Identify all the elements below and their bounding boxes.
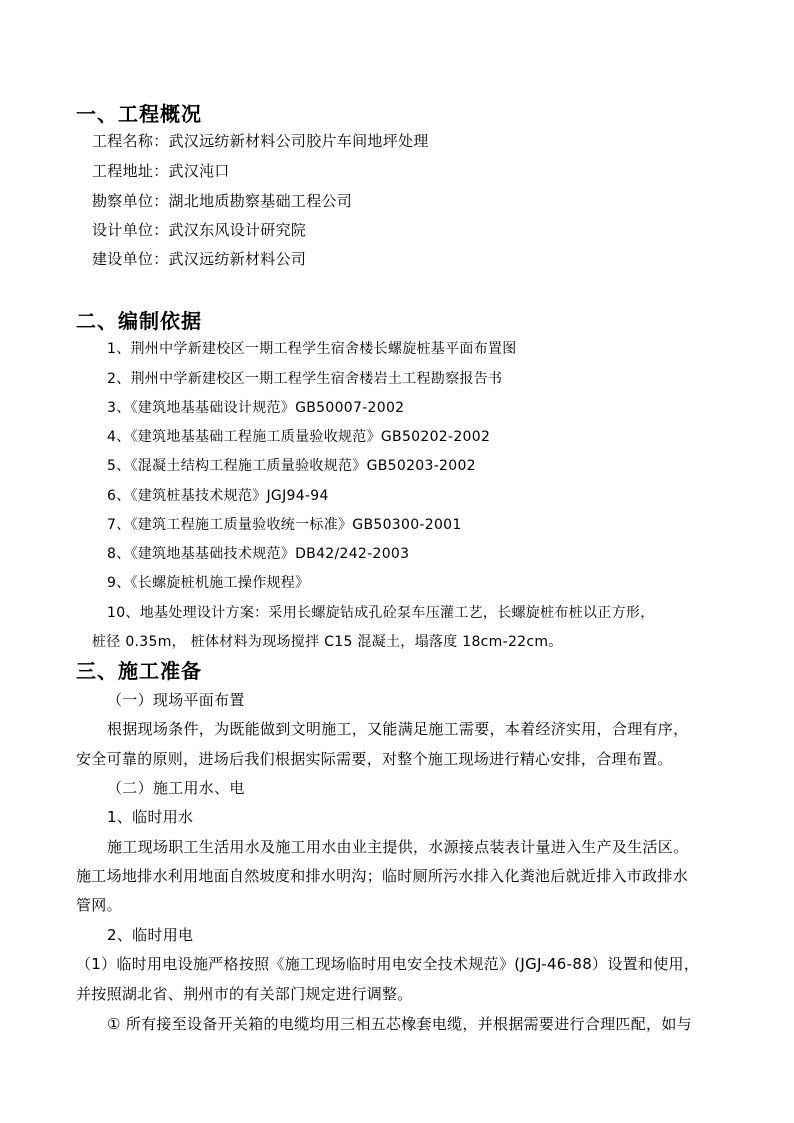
section-heading-basis: 二、编制依据 xyxy=(76,309,202,333)
design-unit-line: 设计单位：武汉东风设计研究院 xyxy=(92,221,307,239)
item-temporary-power: 2、临时用电 xyxy=(107,926,194,944)
basis-item: 3、《建筑地基基础设计规范》GB50007-2002 xyxy=(107,400,405,416)
item-temporary-water: 1、临时用水 xyxy=(107,808,194,826)
paragraph-line: 根据现场条件，为既能做到文明施工，又能满足施工需要，本着经济实用，合理有序， xyxy=(107,720,689,738)
paragraph-line: 施工场地排水利用地面自然坡度和排水明沟；临时厕所污水排入化粪池后就近排入市政排水 xyxy=(76,867,689,885)
basis-item: 2、荆州中学新建校区一期工程学生宿舍楼岩土工程勘察报告书 xyxy=(107,371,503,387)
section-heading-preparation: 三、施工准备 xyxy=(76,659,202,683)
paragraph-line: ① 所有接至设备开关箱的电缆均用三相五芯橡套电缆，并根据需要进行合理匹配，如与 xyxy=(107,1015,692,1033)
section-heading-overview: 一、工程概况 xyxy=(76,102,202,126)
basis-item: 7、《建筑工程施工质量验收统一标准》GB50300-2001 xyxy=(107,517,462,533)
basis-item-continued: 桩径 0.35m， 桩体材料为现场搅拌 C15 混凝土，塌落度 18cm-22cm。 xyxy=(92,634,563,650)
survey-unit-line: 勘察单位：湖北地质勘察基础工程公司 xyxy=(92,192,353,210)
basis-item: 9、《长螺旋桩机施工操作规程》 xyxy=(107,575,310,591)
subsection-water-power: （二）施工用水、电 xyxy=(107,779,245,797)
paragraph-line: 施工现场职工生活用水及施工用水由业主提供，水源接点装表计量进入生产及生活区。 xyxy=(107,838,689,856)
project-name-line: 工程名称：武汉远纺新材料公司胶片车间地坪处理 xyxy=(92,132,429,150)
basis-item: 6、《建筑桩基技术规范》JGJ94-94 xyxy=(107,488,329,504)
basis-item: 8、《建筑地基基础技术规范》DB42/242-2003 xyxy=(107,546,410,562)
paragraph-line: 并按照湖北省、荆州市的有关部门规定进行调整。 xyxy=(76,985,413,1003)
basis-item: 10、地基处理设计方案：采用长螺旋钻成孔砼泵车压灌工艺，长螺旋桩布桩以正方形， xyxy=(107,605,655,621)
construction-unit-line: 建设单位：武汉远纺新材料公司 xyxy=(92,250,307,268)
subsection-site-layout: （一）现场平面布置 xyxy=(107,691,245,709)
paragraph-line: 安全可靠的原则，进场后我们根据实际需要，对整个施工现场进行精心安排，合理布置。 xyxy=(76,750,673,768)
basis-item: 4、《建筑地基基础工程施工质量验收规范》GB50202-2002 xyxy=(107,429,491,445)
paragraph-line: 管网。 xyxy=(76,896,122,914)
paragraph-line: （1）临时用电设施严格按照《施工现场临时用电安全技术规范》(JGJ-46-88）设置和使用， xyxy=(76,955,700,973)
basis-item: 1、荆州中学新建校区一期工程学生宿舍楼长螺旋桩基平面布置图 xyxy=(107,341,517,357)
basis-item: 5、《混凝土结构工程施工质量验收规范》GB50203-2002 xyxy=(107,458,476,474)
project-address-line: 工程地址：武汉沌口 xyxy=(92,162,230,180)
